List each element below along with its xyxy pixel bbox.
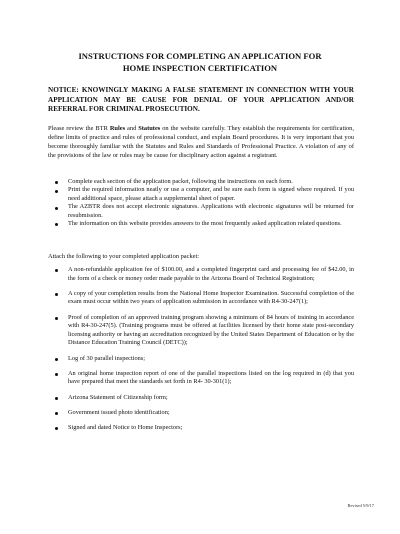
statutes-term: Statutes	[138, 125, 161, 132]
document-title	[40, 50, 360, 74]
intro-and: and	[125, 125, 139, 132]
attach-heading: Attach the following to your completed application packet:	[48, 253, 200, 260]
rules-term: Rules	[109, 125, 126, 132]
attachment-item: Proof of completion of an approved training program showing a minimum of 84 hours of training in accordance with R4-30-247(5). (Training programs must be offered at facilities licensed by their home state post-secondary licensing authority or having an accreditation recognized by the United States Department of Education or by the Distance Education Training Council (DETC));	[48, 314, 354, 348]
intro-text-2: on the website carefully. They establish the requirements for certification, define limits of practice and rules of professional conduct, and explain Board procedures. It is very important that you become thoroughly familiar with the Statutes and Rules and Standards of Professional Practice. A violation of any of the provisions of the law or rules may be cause for disciplinary action against a registrant.	[48, 125, 354, 159]
intro-paragraph	[48, 124, 354, 160]
instruction-item: Print the required information neatly or use a computer, and be sure each form is signed where required. If you need additional space, please attach a supplemental sheet of paper.	[48, 186, 354, 203]
attachment-item: Arizona Statement of Citizenship form;	[48, 394, 354, 403]
instruction-item: Complete each section of the application packet, following the instructions on each form.	[48, 178, 354, 186]
attachment-item: Government issued photo identification;	[48, 409, 354, 418]
revision-date: Revised 5/9/17	[347, 503, 374, 508]
attachment-item: A non-refundable application fee of $100.00, and a completed fingerprint card and processing fee of $42.00, in the form of a check or money order made payable to the Arizona Board of Technical Registration;	[48, 266, 354, 283]
notice-paragraph: NOTICE: KNOWINGLY MAKING A FALSE STATEMENT IN CONNECTION WITH YOUR APPLICATION MAY BE CAUSE FOR DENIAL OF YOUR APPLICATION AND/OR REFERRAL FOR CRIMINAL PROSECUTION.	[48, 86, 354, 113]
attachment-item: A copy of your completion results from the National Home Inspector Examination. Successful completion of the exam must occur within two years of application submission in accordance with R4-30-247(1);	[48, 290, 354, 307]
title-line-1: INSTRUCTIONS FOR COMPLETING AN APPLICATION FOR	[78, 51, 322, 61]
intro-text-1: Please review the BTR	[48, 125, 110, 132]
instructions-list	[48, 178, 354, 228]
attachment-item: Signed and dated Notice to Home Inspectors;	[48, 424, 354, 433]
instruction-item: The information on this website provides answers to the most frequently asked application related questions.	[48, 220, 354, 228]
attachments-list	[48, 266, 354, 439]
attachment-item: An original home inspection report of one of the parallel inspections listed on the log required in (d) that you have prepared that meet the standards set forth in R4- 30-301(1);	[48, 370, 354, 387]
attachment-item: Log of 30 parallel inspections;	[48, 355, 354, 364]
title-line-2: HOME INSPECTION CERTIFICATION	[122, 63, 278, 73]
instruction-item: The AZBTR does not accept electronic signatures. Applications with electronic signatures will be returned for resubmission.	[48, 203, 354, 220]
